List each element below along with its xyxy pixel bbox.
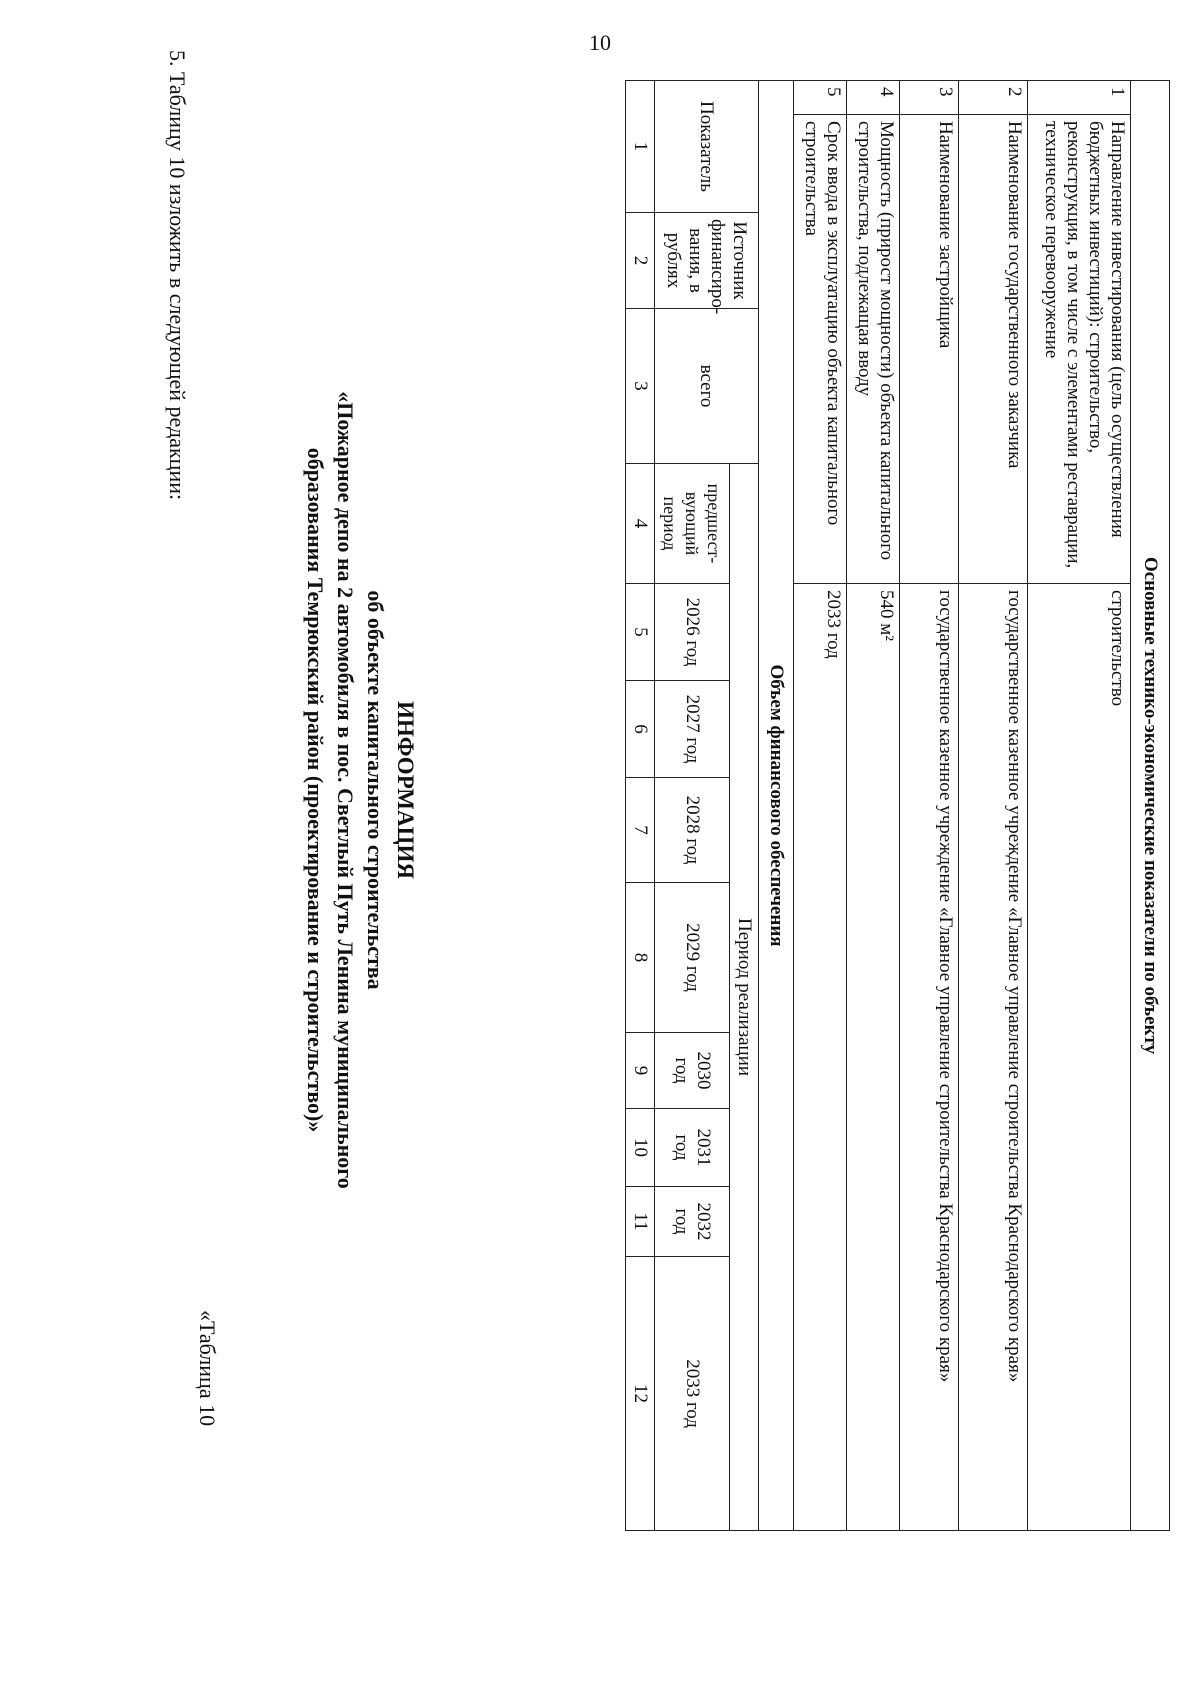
row-number: 5 — [794, 81, 847, 115]
table-row — [1028, 81, 1131, 1531]
year-header: 2029 год — [655, 883, 730, 1033]
document-title — [300, 350, 420, 1230]
year-header: 2026 год — [655, 584, 730, 681]
column-number-row — [626, 81, 655, 1531]
prev-period-header: предшест-вующий период — [655, 464, 730, 584]
row-label: Наименование государственного заказчика — [959, 115, 1028, 584]
year-header: 2028 год — [655, 778, 730, 883]
row-label: Срок ввода в эксплуатацию объекта капитального строительства — [794, 115, 847, 584]
page-number: 10 — [589, 30, 611, 55]
year-header: 2033 год — [655, 1257, 730, 1531]
column-number: 1 — [626, 81, 655, 213]
finance-header-row-1 — [730, 81, 759, 1531]
table-row — [900, 81, 959, 1531]
row-value: строительство — [1028, 584, 1131, 1531]
row-label: Наименование застройщика — [900, 115, 959, 584]
year-header: 2031 год — [655, 1109, 730, 1187]
column-number: 12 — [626, 1257, 655, 1531]
indicator-header: Показатель — [655, 81, 759, 213]
column-number: 11 — [626, 1187, 655, 1257]
row-number: 1 — [1028, 81, 1131, 115]
column-number: 8 — [626, 883, 655, 1033]
title-line-3: «Пожарное депо на 2 автомобиля в пос. Светлый Путь Ленина муниципального — [333, 391, 358, 1189]
title-line-1: ИНФОРМАЦИЯ — [393, 700, 418, 880]
section2-header-row — [759, 81, 794, 1531]
section1-header: Основные технико-экономические показатели по объекту — [1131, 81, 1170, 1531]
column-number: 3 — [626, 309, 655, 464]
row-number: 3 — [900, 81, 959, 115]
row-value: государственное казенное учреждение «Главное управление строительства Краснодарского края» — [900, 584, 959, 1531]
table-row — [847, 81, 900, 1531]
column-number: 7 — [626, 778, 655, 883]
section2-header: Объем финансового обеспечения — [759, 81, 794, 1531]
row-value: 540 м² — [847, 584, 900, 1531]
year-header: 2030 год — [655, 1033, 730, 1109]
row-value: государственное казенное учреждение «Главное управление строительства Краснодарского края» — [959, 584, 1028, 1531]
row-label: Направление инвестирования (цель осуществления бюджетных инвестиций): строительство, реконструкция, в том числе с элементами реставрации, техническое перевооружение — [1028, 115, 1131, 584]
rotated-sheet — [165, 50, 1180, 1650]
intro-text: 5. Таблицу 10 изложить в следующей редакции: — [165, 50, 190, 501]
total-header: всего — [655, 309, 759, 464]
column-number: 10 — [626, 1109, 655, 1187]
column-number: 2 — [626, 213, 655, 309]
column-number: 5 — [626, 584, 655, 681]
year-header: 2032 год — [655, 1187, 730, 1257]
row-number: 2 — [959, 81, 1028, 115]
column-number: 4 — [626, 464, 655, 584]
source-header: Источник финансиро-вания, в рублях — [655, 213, 759, 309]
row-number: 4 — [847, 81, 900, 115]
row-label: Мощность (прирост мощности) объекта капитального строительства, подлежащая вводу — [847, 115, 900, 584]
year-header: 2027 год — [655, 681, 730, 778]
column-number: 9 — [626, 1033, 655, 1109]
table-label: «Таблица 10 — [195, 1310, 220, 1427]
table-row — [959, 81, 1028, 1531]
period-header: Период реализации — [730, 464, 759, 1531]
title-line-4: образования Темрюкский район (проектирование и строительство)» — [303, 447, 328, 1133]
info-table — [625, 80, 1170, 1531]
table-row — [794, 81, 847, 1531]
section1-header-row — [1131, 81, 1170, 1531]
title-line-2: об объекте капитального строительства — [363, 590, 388, 990]
column-number: 6 — [626, 681, 655, 778]
row-value: 2033 год — [794, 584, 847, 1531]
